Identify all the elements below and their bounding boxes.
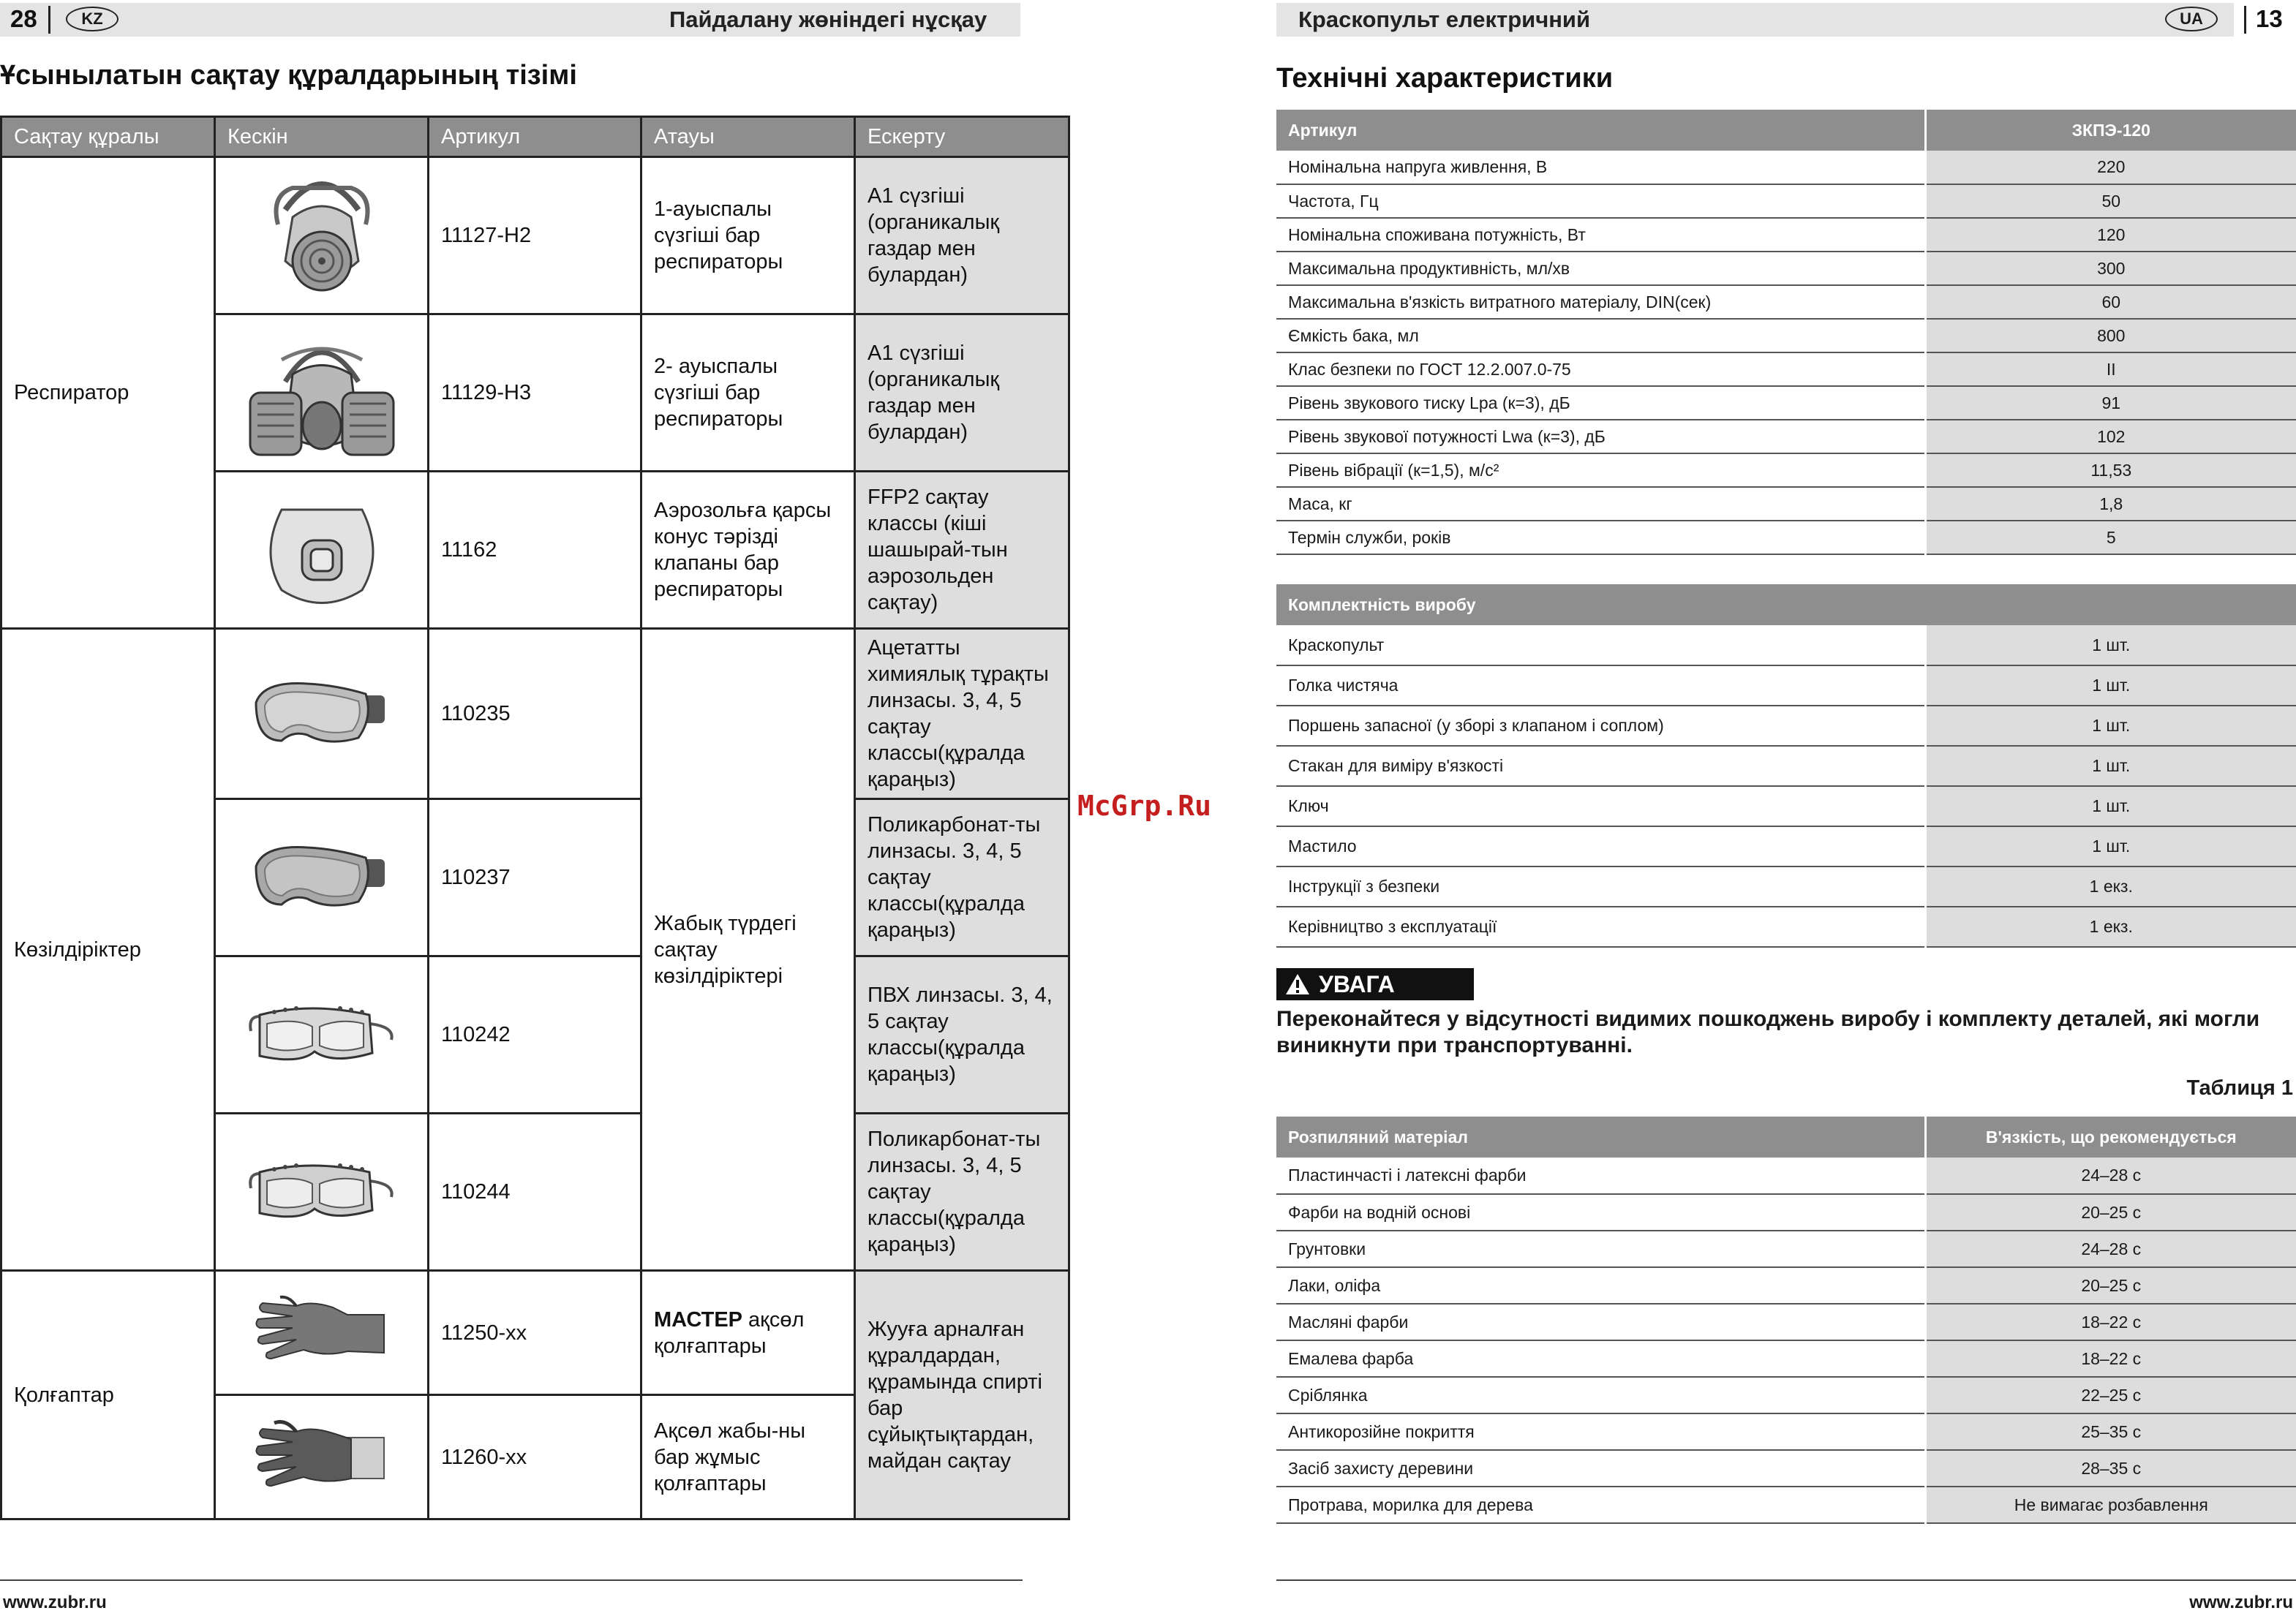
row-value: 1 шт.: [1925, 625, 2296, 665]
table-row: [1276, 706, 2296, 746]
col-header: Ескерту: [855, 117, 1069, 157]
vented-goggles-icon: [245, 994, 399, 1075]
image-cell: [215, 1114, 429, 1271]
row-value: Не вимагає розбавлення: [1925, 1487, 2296, 1523]
table-row: [1276, 218, 2296, 252]
left-header-divider: [48, 6, 50, 34]
row-label: Засіб захисту деревини: [1276, 1450, 1925, 1487]
item-note: Поликарбонат-ты линзасы. 3, 4, 5 сақтау классы(құралда қараңыз): [855, 1114, 1069, 1271]
row-value: 91: [1925, 386, 2296, 420]
row-value: 1,8: [1925, 487, 2296, 521]
left-page-number: 28: [10, 5, 37, 32]
row-label: Емалева фарба: [1276, 1340, 1925, 1377]
rubber-glove-icon: [252, 1293, 391, 1373]
row-label: Частота, Гц: [1276, 184, 1925, 218]
row-label: Пластинчасті і латексні фарби: [1276, 1158, 1925, 1194]
table-row: [1276, 907, 2296, 947]
table-row: [1276, 826, 2296, 866]
half-mask-respirator-icon: [256, 166, 388, 305]
row-label: Антикорозійне покриття: [1276, 1413, 1925, 1450]
row-label: Масляні фарби: [1276, 1304, 1925, 1340]
specs-header-label: Артикул: [1276, 110, 1925, 151]
left-footer-line: [0, 1579, 1023, 1581]
row-value: 102: [1925, 420, 2296, 453]
row-label: Рівень звукового тиску Lpa (к=3), дБ: [1276, 386, 1925, 420]
kit-header: [1276, 584, 2296, 625]
table-row: [1276, 487, 2296, 521]
warning-triangle-icon: [1285, 973, 1310, 995]
row-label: Максимальна в'язкість витратного матеріалу, DIN(сек): [1276, 285, 1925, 319]
table-row: [1276, 1340, 2296, 1377]
right-footer-line: [1276, 1579, 2296, 1581]
item-title: Жабық түрдегі сақтау көзілдіріктері: [641, 629, 855, 1271]
article: 110235: [429, 629, 641, 799]
table-row: [1276, 1377, 2296, 1413]
table-row: [1276, 1194, 2296, 1231]
row-value: 28–35 с: [1925, 1450, 2296, 1487]
viscosity-header-value: В'язкість, що рекомендується: [1925, 1117, 2296, 1158]
row-label: Голка чистяча: [1276, 665, 1925, 706]
table-row: [1276, 866, 2296, 907]
row-label: Максимальна продуктивність, мл/хв: [1276, 252, 1925, 285]
watermark: McGrp.Ru: [1077, 790, 1212, 822]
specs-header-model: ЗКПЭ-120: [1925, 110, 2296, 151]
table-row: [1276, 285, 2296, 319]
row-label: Стакан для виміру в'язкості: [1276, 746, 1925, 786]
table-row: [1276, 1267, 2296, 1304]
row-value: 5: [1925, 521, 2296, 554]
specs-header: [1276, 110, 2296, 151]
group-name: Көзілдіріктер: [1, 629, 215, 1271]
table-row: [1276, 1231, 2296, 1267]
right-footer-url: www.zubr.ru: [2189, 1593, 2293, 1612]
item-note: FFP2 сақтау классы (кіші шашырай-тын аэрозольден сақтау): [855, 472, 1069, 629]
article: 11250-хх: [429, 1271, 641, 1395]
table-row: [1276, 521, 2296, 554]
table-row: [1276, 453, 2296, 487]
left-page-title: Ұсынылатын сақтау құралдарының тізімі: [0, 60, 577, 91]
article: 11129-Н3: [429, 314, 641, 472]
goggles-icon: [249, 837, 395, 918]
row-value: 60: [1925, 285, 2296, 319]
row-value: 18–22 с: [1925, 1304, 2296, 1340]
right-page-title: Технічні характеристики: [1276, 63, 1614, 94]
right-lang-badge: UA: [2165, 7, 2218, 31]
protection-table-header: [1, 117, 1069, 157]
image-cell: [215, 799, 429, 956]
row-value: 1 шт.: [1925, 665, 2296, 706]
group-name: Қолғаптар: [1, 1271, 215, 1519]
table-caption: Таблиця 1: [2186, 1076, 2293, 1100]
left-lang-badge: KZ: [66, 7, 118, 31]
item-note: Поликарбонат-ты линзасы. 3, 4, 5 сақтау классы(құралда қараңыз): [855, 799, 1069, 956]
article: 110237: [429, 799, 641, 956]
double-filter-respirator-icon: [241, 323, 402, 462]
item-title: Аэрозольға қарсы конус тәрізді клапаны бар респираторы: [641, 472, 855, 629]
table-row: [1276, 420, 2296, 453]
item-note: А1 сүзгіші (органикалық газдар мен булардан): [855, 314, 1069, 472]
image-cell: [215, 1395, 429, 1519]
specs-table: [1276, 110, 2296, 555]
table-row: [1, 1271, 1069, 1395]
image-cell: [215, 1271, 429, 1395]
table-row: [1, 157, 1069, 314]
row-label: Рівень вібрації (к=1,5), м/с²: [1276, 453, 1925, 487]
viscosity-header-material: Розпиляний матеріал: [1276, 1117, 1925, 1158]
row-value: 24–28 с: [1925, 1231, 2296, 1267]
row-label: Мастило: [1276, 826, 1925, 866]
row-label: Рівень звукової потужності Lwa (к=3), дБ: [1276, 420, 1925, 453]
row-label: Керівництво з експлуатації: [1276, 907, 1925, 947]
table-row: [1276, 625, 2296, 665]
row-label: Фарби на водній основі: [1276, 1194, 1925, 1231]
item-title: [641, 1271, 855, 1395]
table-row: [1276, 352, 2296, 386]
row-label: Клас безпеки по ГОСТ 12.2.007.0-75: [1276, 352, 1925, 386]
table-row: [1276, 1158, 2296, 1194]
table-row: [1276, 151, 2296, 184]
table-row: [1276, 1304, 2296, 1340]
right-header-title: Краскопульт електричний: [1298, 7, 1591, 32]
table-row: [1276, 184, 2296, 218]
item-title: 2- ауыспалы сүзгіші бар респираторы: [641, 314, 855, 472]
item-title: Ақсөл жабы-ны бар жұмыс қолғаптары: [641, 1395, 855, 1519]
row-value: 18–22 с: [1925, 1340, 2296, 1377]
viscosity-header: [1276, 1117, 2296, 1158]
item-title: 1-ауыспалы сүзгіші бар респираторы: [641, 157, 855, 314]
image-cell: [215, 157, 429, 314]
col-header: Кескін: [215, 117, 429, 157]
row-value: 1 шт.: [1925, 826, 2296, 866]
title-bold: МАСТЕР: [654, 1307, 742, 1332]
row-label: Термін служби, років: [1276, 521, 1925, 554]
article: 110242: [429, 956, 641, 1114]
row-value: 1 шт.: [1925, 706, 2296, 746]
article: 110244: [429, 1114, 641, 1271]
row-value: 20–25 с: [1925, 1267, 2296, 1304]
col-header: Атауы: [641, 117, 855, 157]
row-value: 20–25 с: [1925, 1194, 2296, 1231]
table-row: [1276, 1450, 2296, 1487]
row-label: Сріблянка: [1276, 1377, 1925, 1413]
row-value: 50: [1925, 184, 2296, 218]
table-row: [1276, 1487, 2296, 1523]
vented-goggles-icon: [245, 1152, 399, 1232]
kit-table: [1276, 584, 2296, 948]
item-note: ПВХ линзасы. 3, 4, 5 сақтау классы(құралда қараңыз): [855, 956, 1069, 1114]
row-value: 25–35 с: [1925, 1413, 2296, 1450]
row-label: Поршень запасної (у зборі з клапаном і соплом): [1276, 706, 1925, 746]
row-label: Лаки, оліфа: [1276, 1267, 1925, 1304]
row-value: 1 екз.: [1925, 907, 2296, 947]
row-label: Номінальна споживана потужність, Вт: [1276, 218, 1925, 252]
title-rest: ақсөл қолғаптары: [654, 1307, 805, 1358]
col-header: Артикул: [429, 117, 641, 157]
row-label: Ключ: [1276, 786, 1925, 826]
item-note: А1 сүзгіші (органикалық газдар мен булардан): [855, 157, 1069, 314]
article: 11162: [429, 472, 641, 629]
image-cell: [215, 472, 429, 629]
row-label: Номінальна напруга живлення, В: [1276, 151, 1925, 184]
row-value: 11,53: [1925, 453, 2296, 487]
table-row: [1276, 252, 2296, 285]
table-row: [1276, 665, 2296, 706]
row-value: 300: [1925, 252, 2296, 285]
right-header-divider: [2244, 6, 2246, 34]
protection-table: [0, 116, 1070, 1520]
table-row: [1276, 746, 2296, 786]
left-header-title: Пайдалану жөніндегі нұсқау: [669, 7, 987, 32]
group-name: Респиратор: [1, 157, 215, 629]
right-page-number: 13: [2256, 5, 2283, 32]
item-note: Жууға арналған құралдардан, құрамында спирті бар сұйықтықтардан, майдан сақтау: [855, 1271, 1069, 1519]
row-label: Маса, кг: [1276, 487, 1925, 521]
table-row: [1, 629, 1069, 799]
image-cell: [215, 629, 429, 799]
warning-label-text: УВАГА: [1319, 971, 1395, 997]
col-header: Сақтау құралы: [1, 117, 215, 157]
viscosity-table: [1276, 1117, 2296, 1524]
image-cell: [215, 956, 429, 1114]
coated-glove-icon: [252, 1417, 391, 1498]
row-value: 800: [1925, 319, 2296, 352]
row-value: 1 шт.: [1925, 746, 2296, 786]
goggles-icon: [249, 673, 395, 754]
row-label: Інструкції з безпеки: [1276, 866, 1925, 907]
row-label: Ємкість бака, мл: [1276, 319, 1925, 352]
row-label: Краскопульт: [1276, 625, 1925, 665]
row-label: Протрава, морилка для дерева: [1276, 1487, 1925, 1523]
table-row: [1276, 786, 2296, 826]
table-row: [1276, 319, 2296, 352]
table-row: [1276, 386, 2296, 420]
image-cell: [215, 314, 429, 472]
row-value: 1 шт.: [1925, 786, 2296, 826]
item-note: Ацетатты химиялық тұрақты линзасы. 3, 4, 5 сақтау классы(құралда қараңыз): [855, 629, 1069, 799]
left-footer-url: www.zubr.ru: [3, 1593, 107, 1612]
kit-header-label: Комплектність виробу: [1276, 584, 2296, 625]
row-value: 220: [1925, 151, 2296, 184]
warning-text: Переконайтеся у відсутності видимих пошкоджень виробу і комплекту деталей, які могли виникнути при транспортуванні.: [1276, 1007, 2260, 1057]
row-label: Грунтовки: [1276, 1231, 1925, 1267]
article: 11260-хх: [429, 1395, 641, 1519]
article: 11127-Н2: [429, 157, 641, 314]
row-value: II: [1925, 352, 2296, 386]
table-row: [1276, 1413, 2296, 1450]
row-value: 22–25 с: [1925, 1377, 2296, 1413]
row-value: 24–28 с: [1925, 1158, 2296, 1194]
row-value: 120: [1925, 218, 2296, 252]
cone-mask-icon: [260, 488, 384, 612]
warning-label: [1276, 968, 1474, 1000]
row-value: 1 екз.: [1925, 866, 2296, 907]
